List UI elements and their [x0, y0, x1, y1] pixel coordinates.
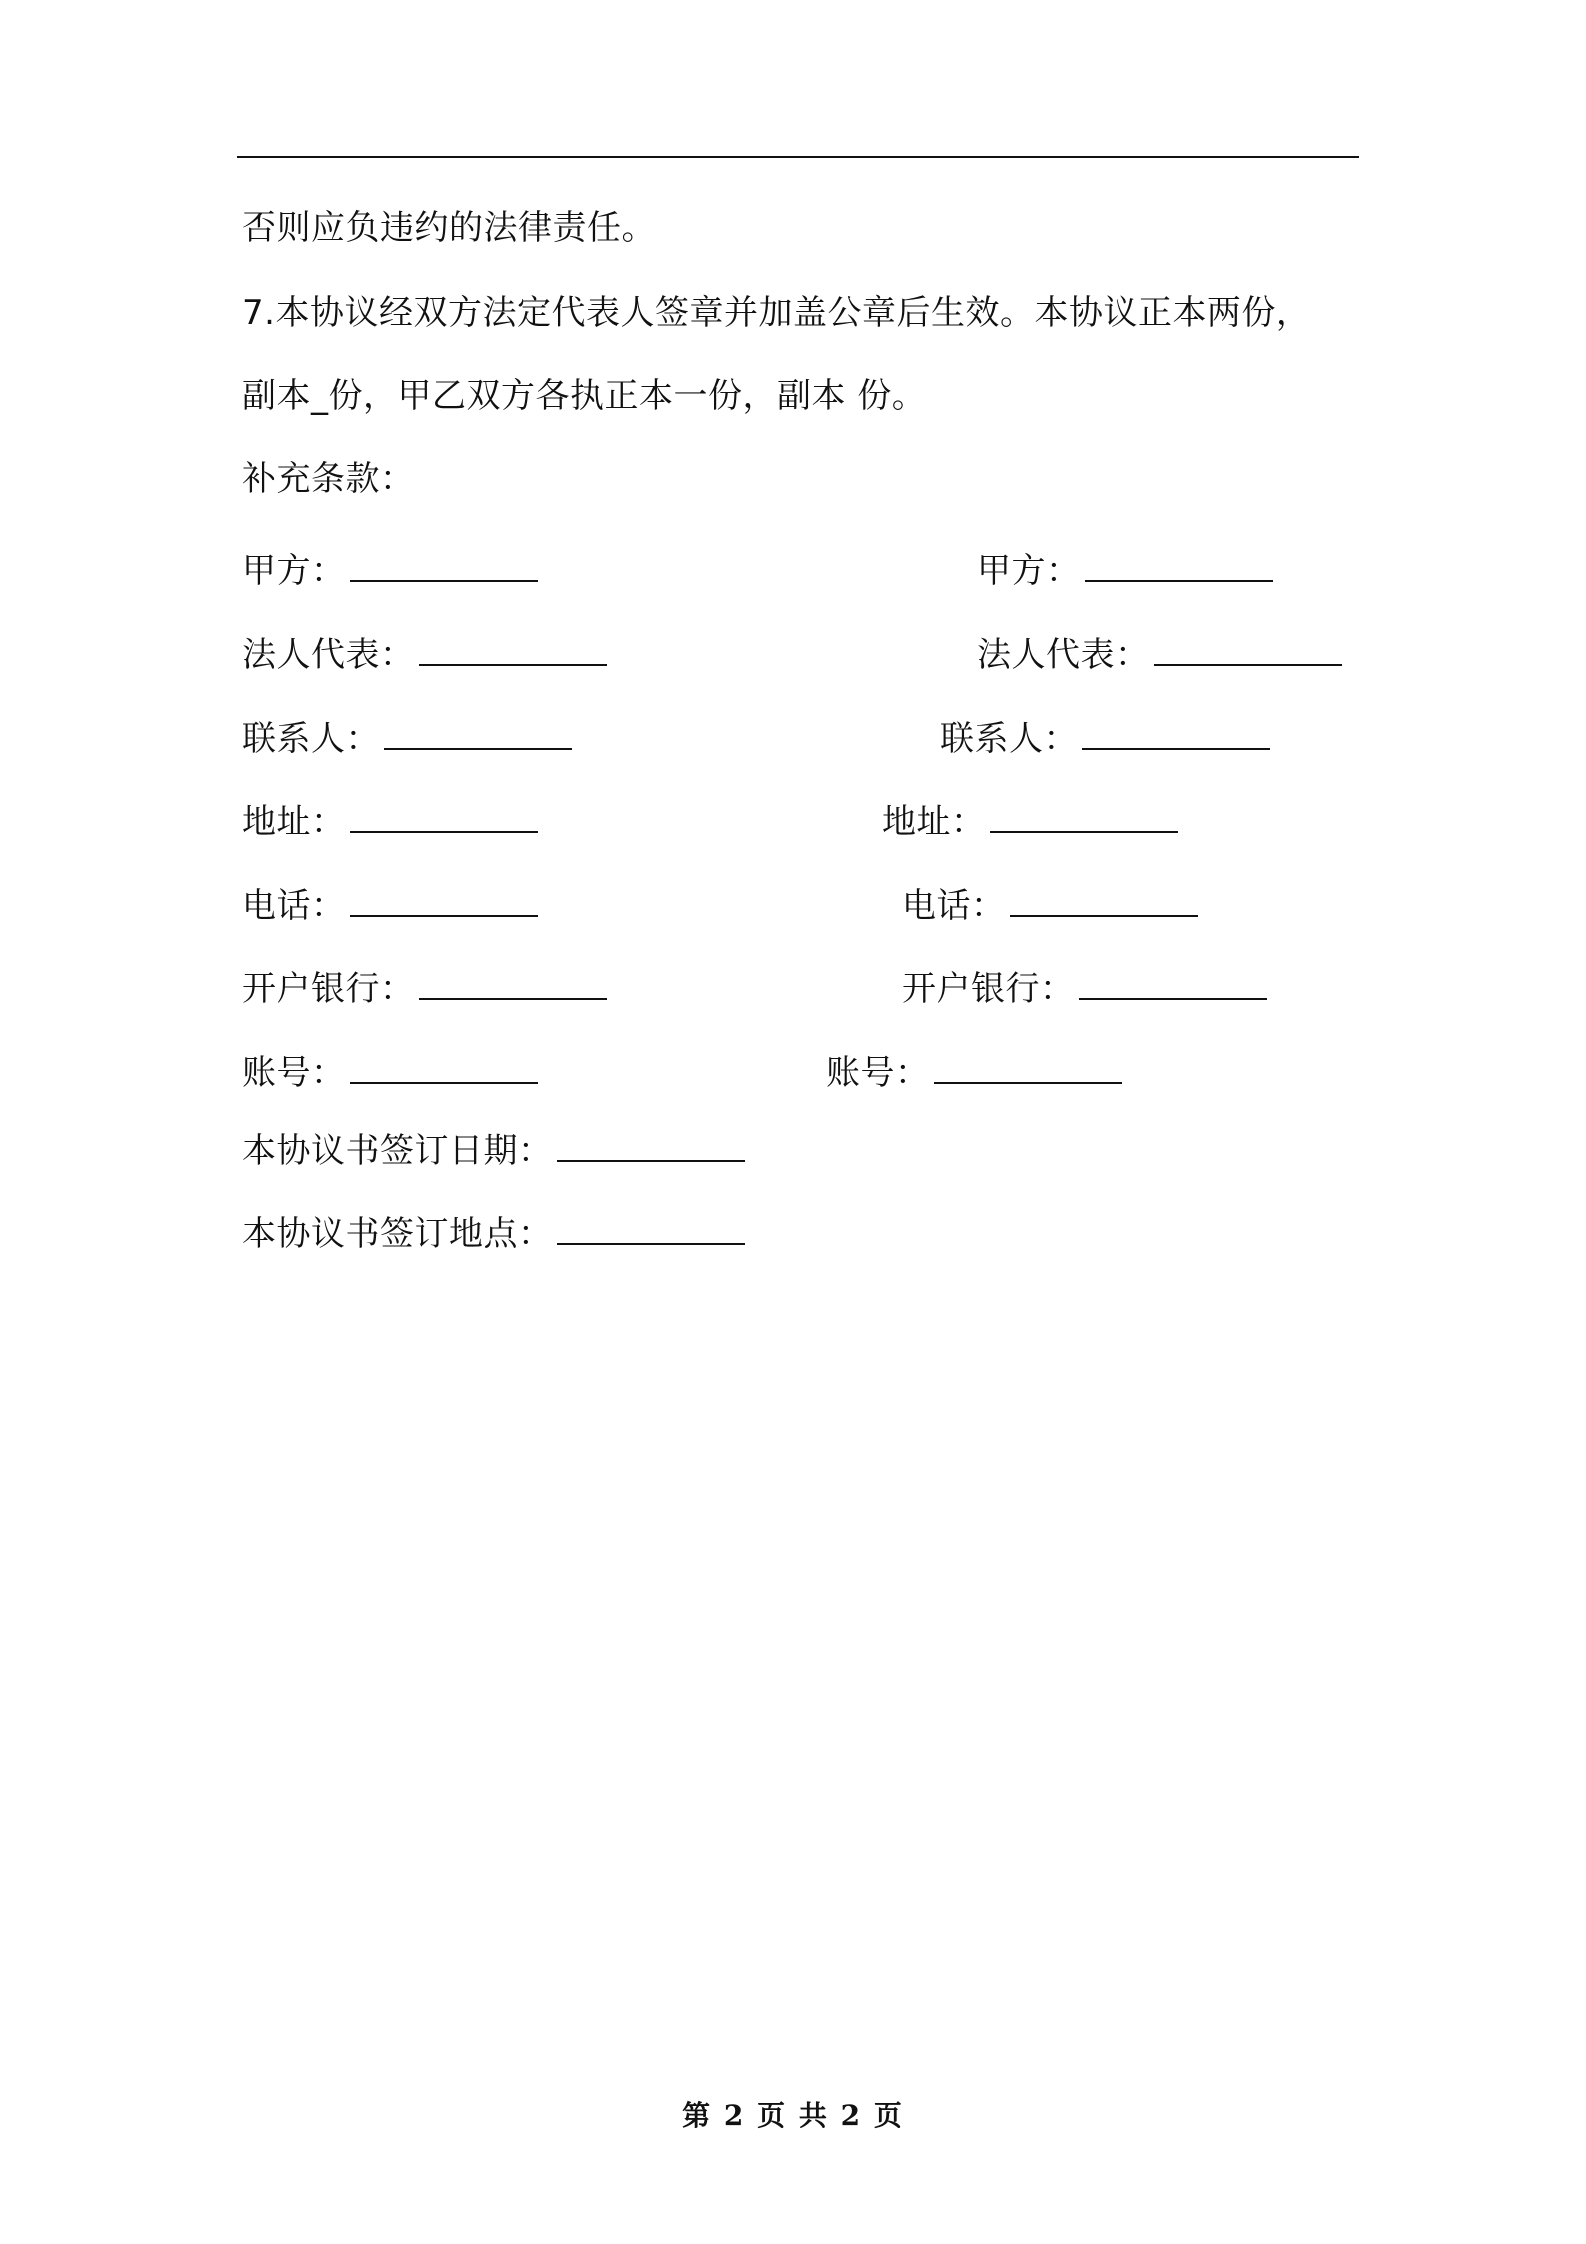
party-a-rep-row [242, 634, 607, 675]
party-a-name-blank[interactable] [350, 550, 538, 582]
party-b-address-label: 地址： [882, 802, 986, 842]
party-b-address-blank[interactable] [990, 801, 1178, 833]
party-b-contact-blank[interactable] [1082, 718, 1270, 750]
header-rule [237, 156, 1359, 158]
signing-place-label: 本协议书签订地点： [242, 1214, 553, 1254]
party-b-contact-row [940, 718, 1270, 759]
page-footer: 第 2 页 共 2 页 [682, 2099, 904, 2132]
party-a-name-row [242, 550, 538, 591]
party-b-contact-label: 联系人： [940, 719, 1078, 759]
party-b-rep-label: 法人代表： [977, 635, 1150, 675]
party-a-account-label: 账号： [242, 1053, 346, 1093]
party-a-account-blank[interactable] [350, 1052, 538, 1084]
clause-7-line-2: 副本_份，甲乙双方各执正本一份，副本 份。 [242, 376, 927, 416]
party-a-contact-blank[interactable] [384, 718, 572, 750]
supplement-label: 补充条款： [242, 459, 415, 499]
party-a-bank-label: 开户银行： [242, 969, 415, 1009]
party-b-address-row [882, 801, 1178, 842]
signing-date-label: 本协议书签订日期： [242, 1131, 553, 1171]
signing-place-blank[interactable] [557, 1213, 745, 1245]
party-a-phone-blank[interactable] [350, 885, 538, 917]
signing-date-row [242, 1130, 745, 1171]
party-a-rep-blank[interactable] [419, 634, 607, 666]
party-b-phone-label: 电话： [902, 886, 1006, 926]
party-a-phone-label: 电话： [242, 886, 346, 926]
signing-date-blank[interactable] [557, 1130, 745, 1162]
party-a-bank-blank[interactable] [419, 968, 607, 1000]
party-a-account-row [242, 1052, 538, 1093]
party-b-account-blank[interactable] [934, 1052, 1122, 1084]
party-b-bank-row [902, 968, 1267, 1009]
party-b-phone-blank[interactable] [1010, 885, 1198, 917]
party-a-contact-label: 联系人： [242, 719, 380, 759]
party-b-account-row [826, 1052, 1122, 1093]
party-b-name-row [977, 550, 1273, 591]
party-b-phone-row [902, 885, 1198, 926]
party-b-name-label: 甲方： [977, 551, 1081, 591]
party-a-name-label: 甲方： [242, 551, 346, 591]
party-a-rep-label: 法人代表： [242, 635, 415, 675]
party-a-contact-row [242, 718, 572, 759]
party-a-address-label: 地址： [242, 802, 346, 842]
party-b-account-label: 账号： [826, 1053, 930, 1093]
party-b-name-blank[interactable] [1085, 550, 1273, 582]
party-a-phone-row [242, 885, 538, 926]
party-b-bank-blank[interactable] [1079, 968, 1267, 1000]
party-b-bank-label: 开户银行： [902, 969, 1075, 1009]
party-a-address-row [242, 801, 538, 842]
body-line-1: 否则应负违约的法律责任。 [242, 208, 656, 248]
signing-place-row [242, 1213, 745, 1254]
party-b-rep-row [977, 634, 1342, 675]
party-b-rep-blank[interactable] [1154, 634, 1342, 666]
party-a-address-blank[interactable] [350, 801, 538, 833]
party-a-bank-row [242, 968, 607, 1009]
clause-7-line-1: 7.本协议经双方法定代表人签章并加盖公章后生效。本协议正本两份， [242, 293, 1311, 333]
